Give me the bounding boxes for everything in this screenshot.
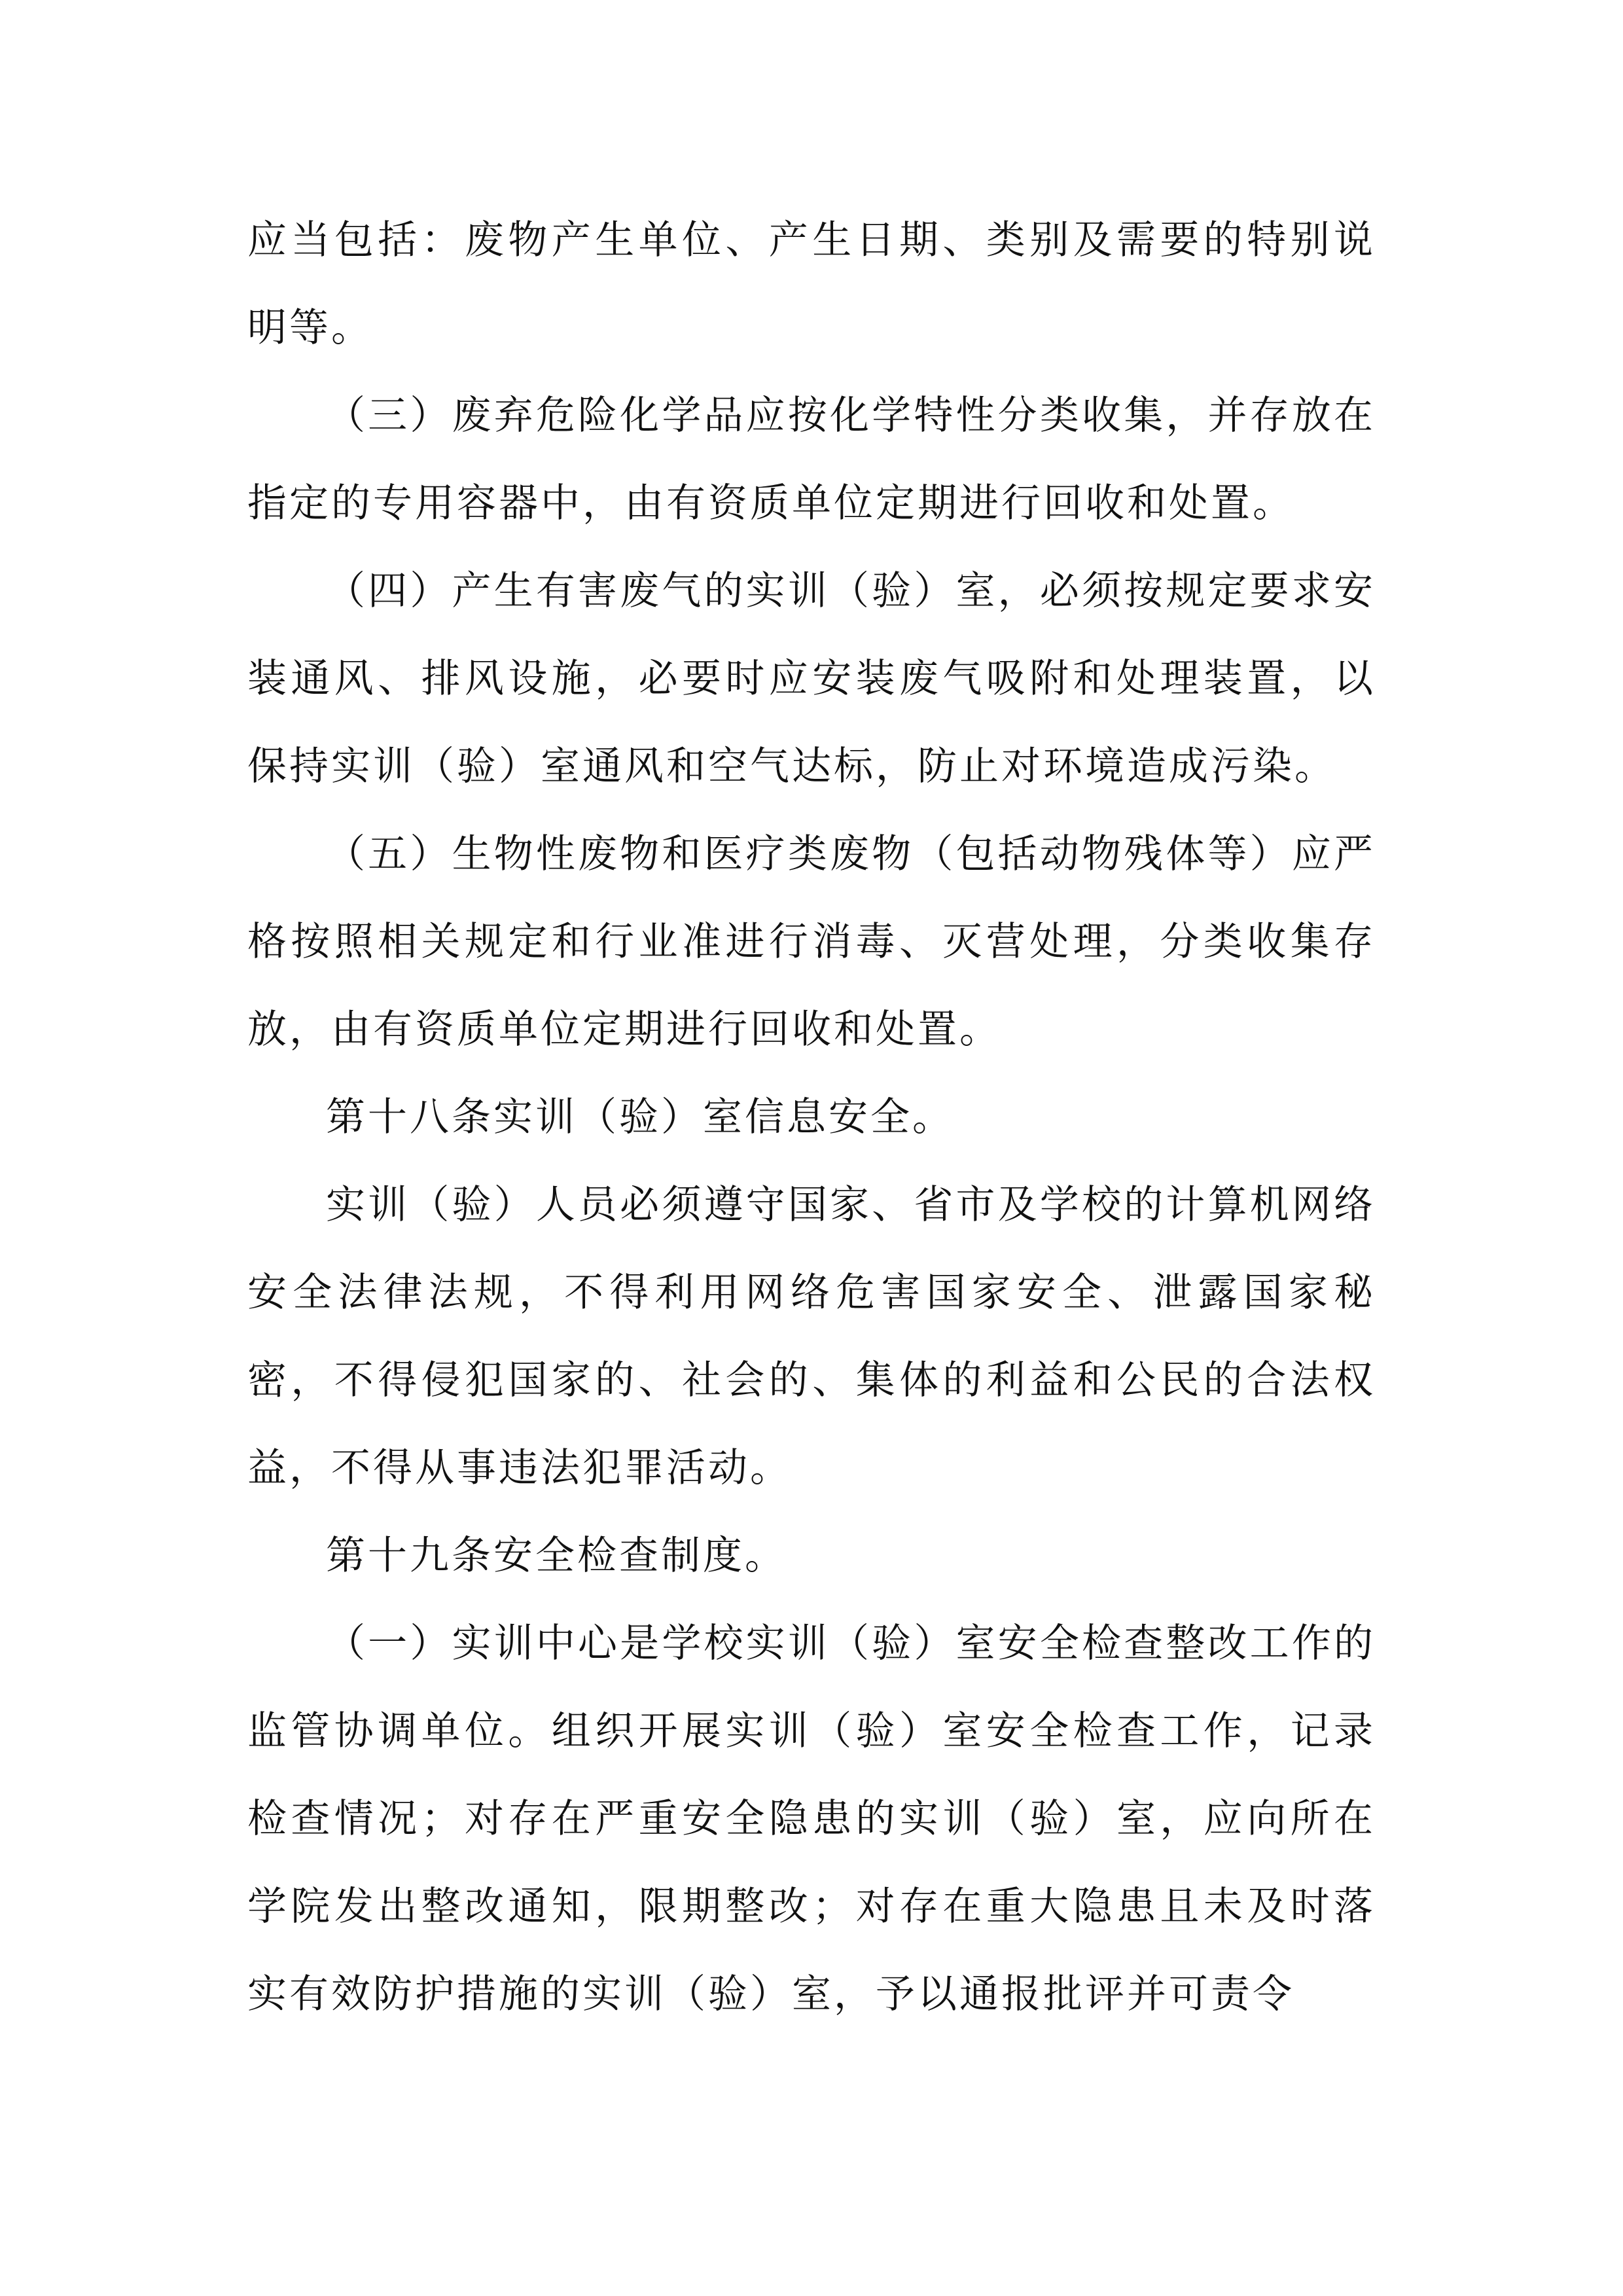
article-19-title: 安全检查制度。 [493,1533,787,1579]
article-18-title: 实训（验）室信息安全。 [493,1094,954,1140]
paragraph-waste-label-contents: 应当包括：废物产生单位、产生日期、类别及需要的特别说明等。 [247,217,1376,351]
article-18-body: 实训（验）人员必须遵守国家、省市及学校的计算机网络安全法律法规，不得利用网络危害国家安全、泄露国家秘密，不得侵犯国家的、社会的、集体的利益和公民的合法权益，不得从事违法犯罪活动。 [247,1182,1376,1491]
paragraph-hazardous-chemicals: （三）废弃危险化学品应按化学特性分类收集，并存放在指定的专用容器中，由有资质单位定期进行回收和处置。 [247,393,1376,526]
article-19-number: 第十九条 [326,1533,493,1579]
document-body [247,196,1376,2038]
article-19-body: （一）实训中心是学校实训（验）室安全检查整改工作的监管协调单位。组织开展实训（验）室安全检查工作，记录检查情况；对存在严重安全隐患的实训（验）室，应向所在学院发出整改通知，限期整改；对存在重大隐患且未及时落实有效防护措施的实训（验）室，予以通报批评并可责令 [247,1621,1376,2017]
paragraph-harmful-gas: （四）产生有害废气的实训（验）室，必须按规定要求安装通风、排风设施，必要时应安装废气吸附和处理装置，以保持实训（验）室通风和空气达标，防止对环境造成污染。 [247,568,1376,789]
article-18-heading [247,1073,1376,1161]
article-18-number: 第十八条 [326,1094,493,1140]
article-19-heading [247,1512,1376,1600]
paragraph-biological-waste: （五）生物性废物和医疗类废物（包括动物残体等）应严格按照相关规定和行业准进行消毒、灭营处理，分类收集存放，由有资质单位定期进行回收和处置。 [247,831,1376,1052]
